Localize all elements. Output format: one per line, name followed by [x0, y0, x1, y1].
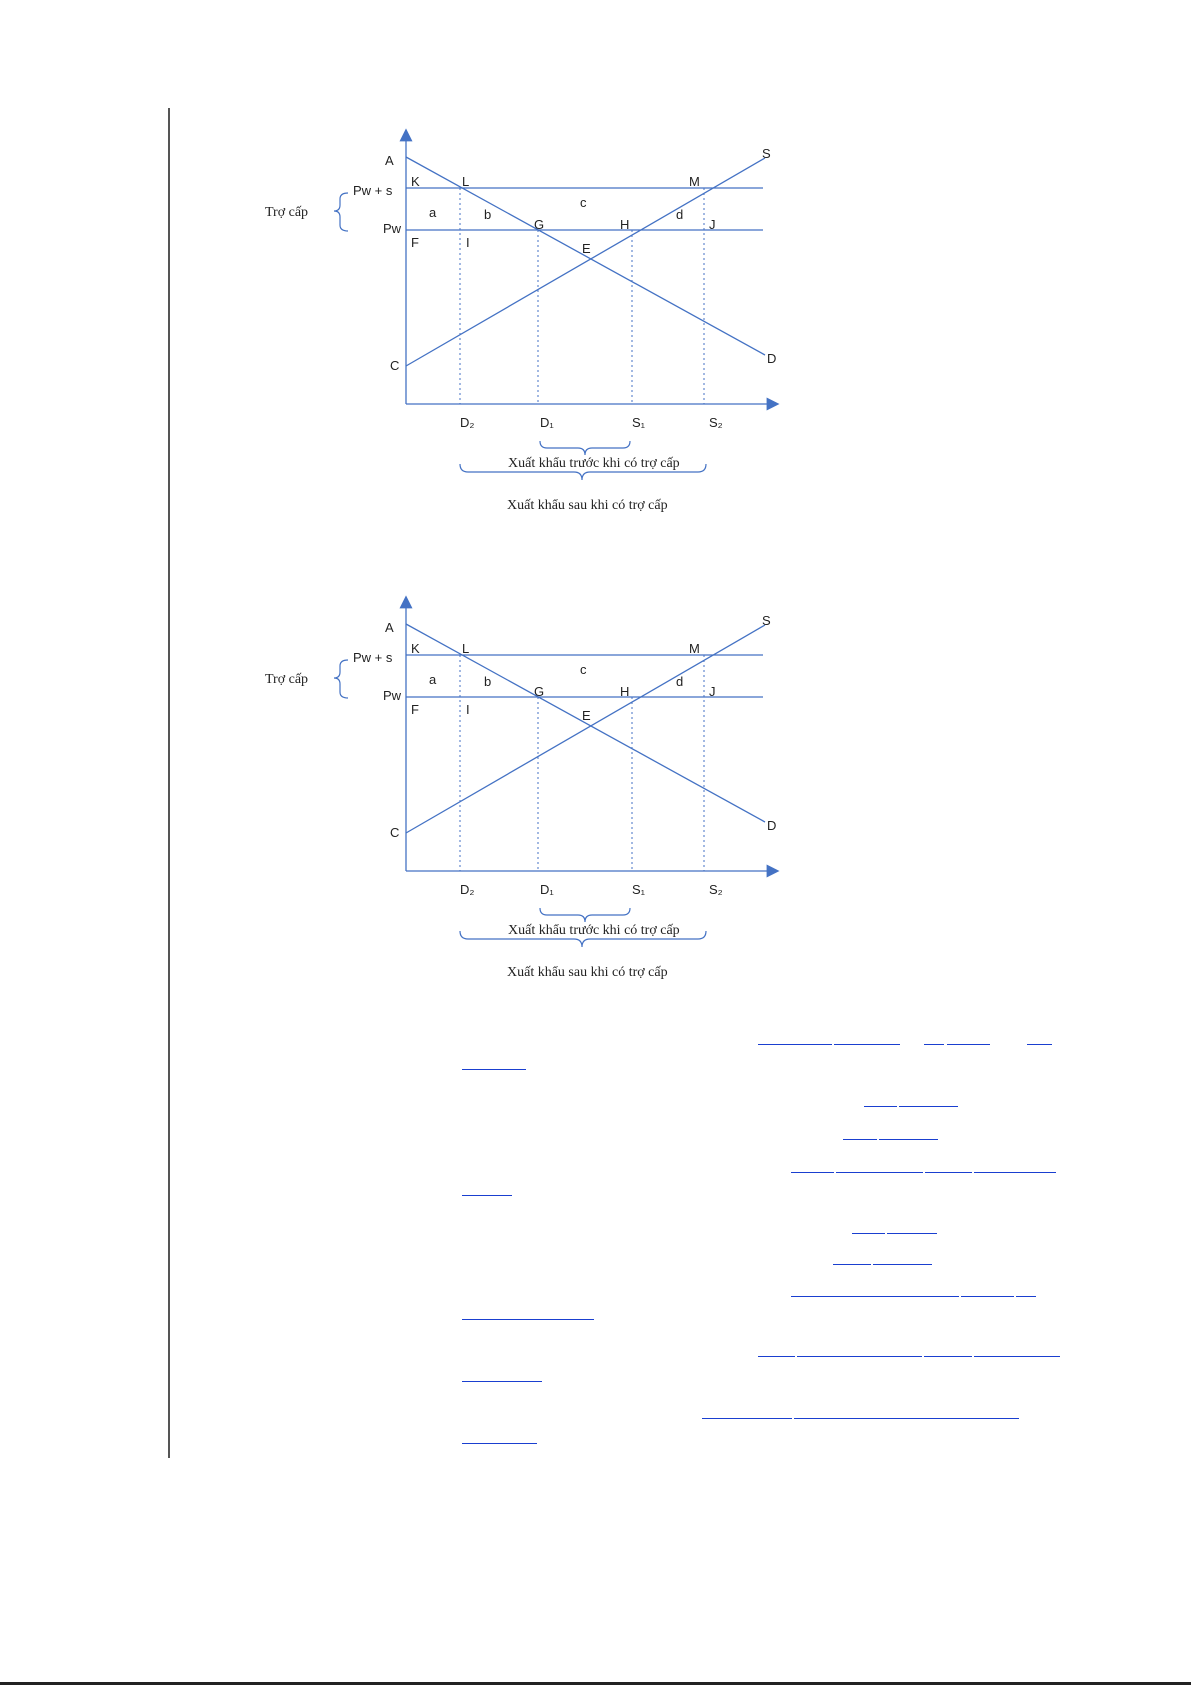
- link-underline-3b[interactable]: [899, 1106, 958, 1107]
- exports-before-brace: [540, 908, 630, 922]
- subsidy-brace: [334, 193, 348, 231]
- label-l: L: [462, 174, 470, 189]
- link-underline-1b[interactable]: [834, 1044, 900, 1045]
- caption-exports-before: Xuất khẩu trước khi có trợ cấp: [508, 456, 680, 471]
- label-i: I: [466, 235, 470, 250]
- label-j: J: [709, 684, 716, 699]
- area-d: d: [676, 674, 684, 689]
- link-underline-8a[interactable]: [833, 1264, 871, 1265]
- label-i: I: [466, 702, 470, 717]
- link-underline-11b[interactable]: [797, 1356, 922, 1357]
- link-underline-5b[interactable]: [836, 1172, 923, 1173]
- label-a-point: A: [385, 620, 394, 635]
- link-underline-3a[interactable]: [864, 1106, 897, 1107]
- label-s-curve: S: [762, 613, 771, 628]
- link-underline-13b[interactable]: [794, 1418, 1019, 1419]
- tick-s2: S₂: [709, 882, 723, 897]
- link-underline-13a[interactable]: [702, 1418, 792, 1419]
- export-subsidy-diagram-2: [0, 467, 1191, 987]
- link-underline-4b[interactable]: [879, 1139, 938, 1140]
- caption-exports-before: Xuất khẩu trước khi có trợ cấp: [508, 923, 680, 938]
- link-underline-2[interactable]: [462, 1069, 526, 1070]
- tick-d1: D₁: [540, 415, 554, 430]
- link-underline-5c[interactable]: [925, 1172, 972, 1173]
- label-h: H: [620, 684, 630, 699]
- label-subsidy: Trợ cấp: [265, 205, 309, 220]
- link-underline-14[interactable]: [462, 1443, 537, 1444]
- label-j: J: [709, 217, 716, 232]
- link-underline-11d[interactable]: [974, 1356, 1060, 1357]
- exports-before-brace: [540, 441, 630, 455]
- area-c: c: [580, 195, 587, 210]
- label-l: L: [462, 641, 470, 656]
- tick-d1: D₁: [540, 882, 554, 897]
- subsidy-brace: [334, 660, 348, 698]
- link-underline-1a[interactable]: [758, 1044, 832, 1045]
- caption-exports-after: Xuất khẩu sau khi có trợ cấp: [507, 965, 668, 980]
- label-k: K: [411, 174, 420, 189]
- area-b: b: [484, 674, 492, 689]
- label-f: F: [411, 702, 419, 717]
- tick-s1: S₁: [632, 415, 646, 430]
- tick-s2: S₂: [709, 415, 723, 430]
- label-pw: Pw: [383, 221, 402, 236]
- label-h: H: [620, 217, 630, 232]
- label-f: F: [411, 235, 419, 250]
- tick-d2: D₂: [460, 882, 475, 897]
- link-underline-12[interactable]: [462, 1381, 542, 1382]
- label-subsidy: Trợ cấp: [265, 672, 309, 687]
- tick-d2: D₂: [460, 415, 475, 430]
- area-a: a: [429, 205, 437, 220]
- link-underline-4a[interactable]: [843, 1139, 877, 1140]
- label-c: C: [390, 825, 400, 840]
- area-b: b: [484, 207, 492, 222]
- label-d-curve: D: [767, 818, 777, 833]
- link-underline-11c[interactable]: [924, 1356, 972, 1357]
- label-pw-plus-s: Pw + s: [353, 650, 393, 665]
- area-c: c: [580, 662, 587, 677]
- label-pw: Pw: [383, 688, 402, 703]
- label-e: E: [582, 708, 591, 723]
- link-underline-1e[interactable]: [1027, 1044, 1052, 1045]
- label-c: C: [390, 358, 400, 373]
- link-underline-5d[interactable]: [974, 1172, 1056, 1173]
- label-e: E: [582, 241, 591, 256]
- link-underline-5a[interactable]: [791, 1172, 834, 1173]
- link-underline-9c[interactable]: [1016, 1296, 1036, 1297]
- area-d: d: [676, 207, 684, 222]
- label-k: K: [411, 641, 420, 656]
- export-subsidy-diagram-1: [0, 0, 1191, 520]
- caption-exports-after: Xuất khẩu sau khi có trợ cấp: [507, 498, 668, 513]
- link-underline-11a[interactable]: [758, 1356, 795, 1357]
- link-underline-8b[interactable]: [873, 1264, 932, 1265]
- link-underline-7a[interactable]: [852, 1233, 885, 1234]
- tick-s1: S₁: [632, 882, 646, 897]
- link-underline-1d[interactable]: [947, 1044, 990, 1045]
- label-m: M: [689, 641, 700, 656]
- link-underline-10[interactable]: [462, 1319, 594, 1320]
- link-underline-1c[interactable]: [924, 1044, 944, 1045]
- area-a: a: [429, 672, 437, 687]
- label-s-curve: S: [762, 146, 771, 161]
- label-pw-plus-s: Pw + s: [353, 183, 393, 198]
- demand-curve: [406, 157, 765, 355]
- label-d-curve: D: [767, 351, 777, 366]
- link-underline-6[interactable]: [462, 1195, 512, 1196]
- link-underline-7b[interactable]: [887, 1233, 937, 1234]
- link-underline-9b[interactable]: [961, 1296, 1014, 1297]
- label-m: M: [689, 174, 700, 189]
- label-g: G: [534, 684, 545, 699]
- link-underline-9a[interactable]: [791, 1296, 959, 1297]
- label-g: G: [534, 217, 545, 232]
- demand-curve: [406, 624, 765, 822]
- label-a-point: A: [385, 153, 394, 168]
